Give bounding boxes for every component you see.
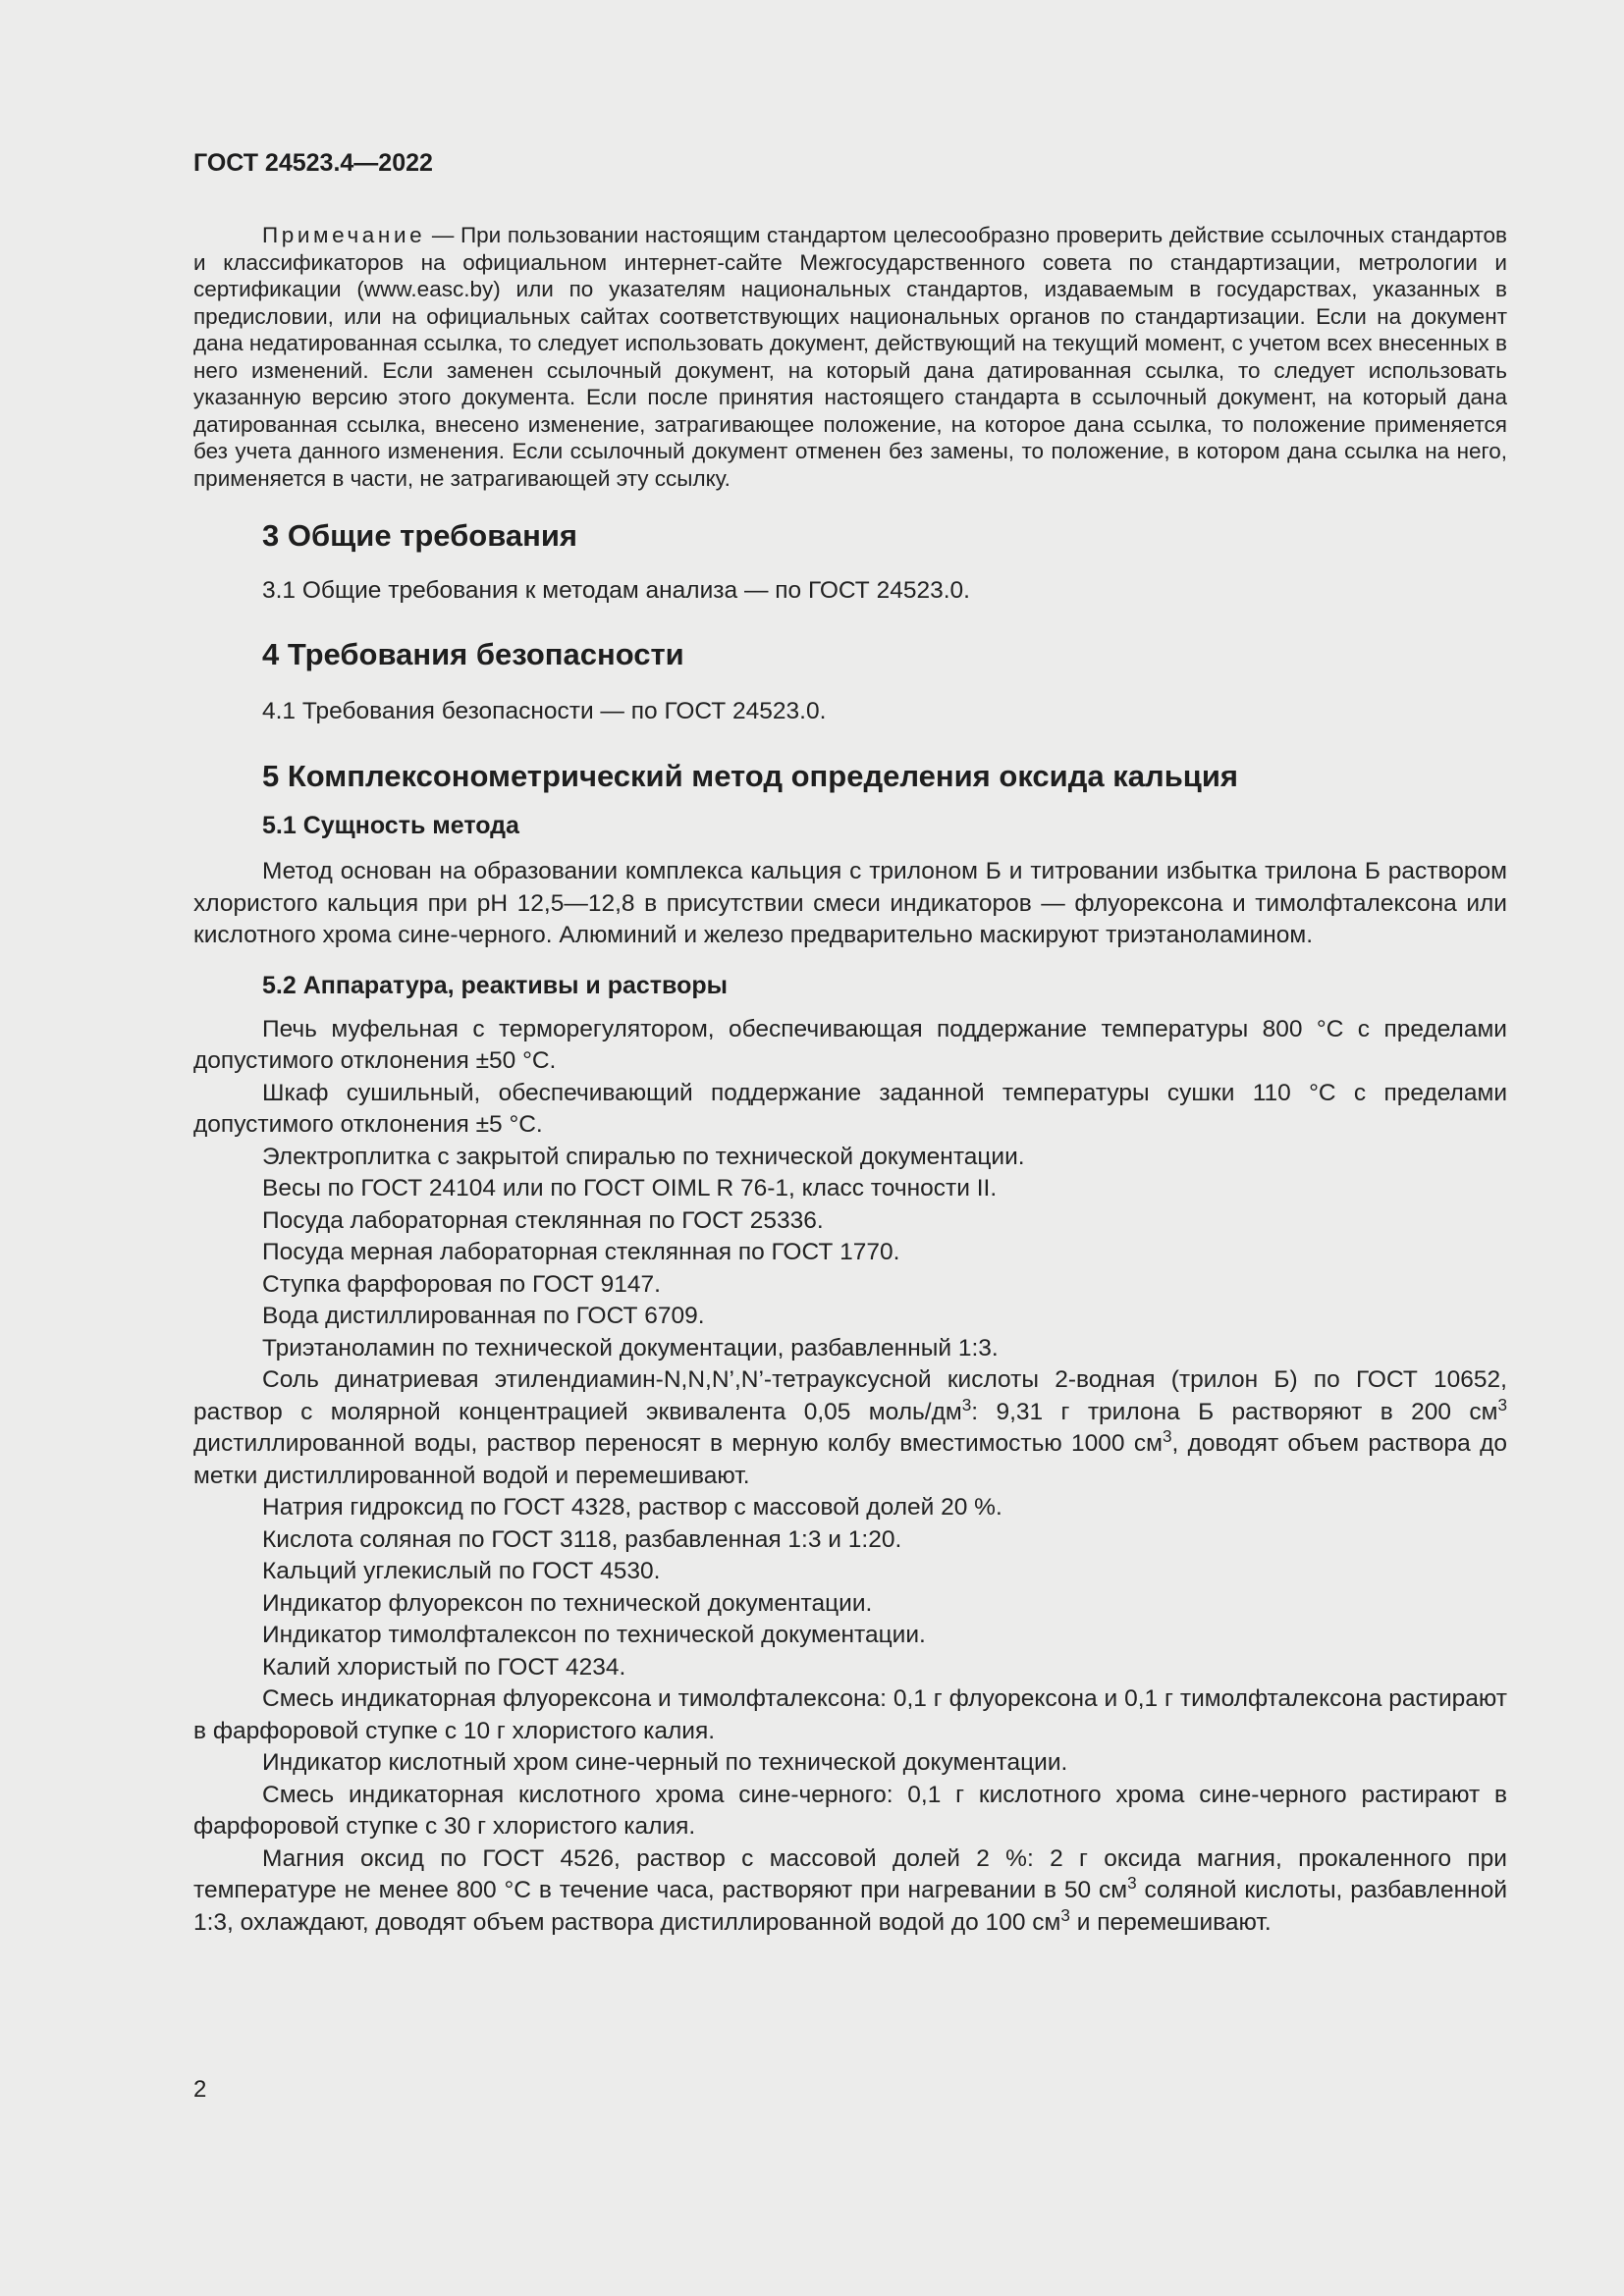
note-text: — При пользовании настоящим стандартом целесообразно проверить действие ссылочных стандартов и классификаторов на официальном интернет-сайте Межгосударственного совета по стандартизации, метрологии и сертификации (www.easc.by) или по указателям национальных стандартов, издаваемым в государствах, указанных в предисловии, или на официальных сайтах соответствующих национальных органов по стандартизации. Если на документ дана недатированная ссылка, то следует использовать документ, действующий на текущий момент, с учетом всех внесенных в него изменений. Если заменен ссылочный документ, на который дана датированная ссылка, то следует использовать указанную версию этого документа. Если после принятия настоящего стандарта в ссылочный документ, на который дана датированная ссылка, внесено изменение, затрагивающее положение, на которое дана ссылка, то положение применяется без учета данного изменения. Если ссылочный документ отменен без замены, то положение, в котором дана ссылка на него, применяется в части, не затрагивающей эту ссылку.: [193, 223, 1507, 491]
section-5-title: 5 Комплексонометрический метод определения оксида кальция: [262, 759, 1238, 793]
superscript: 3: [1060, 1904, 1070, 1925]
magnesium-text-a: Магния оксид по ГОСТ 4526, раствор с массовой долей 2 %: 2 г оксида магния, прокаленного при температуре не менее 800 °С в течение часа, растворяют при нагревании в 50 см: [193, 1844, 1507, 1903]
list-item: Смесь индикаторная кислотного хрома сине-черного: 0,1 г кислотного хрома сине-черного растирают в фарфоровой ступке с 30 г хлористого калия.: [193, 1781, 1507, 1840]
superscript: 3: [961, 1394, 972, 1415]
trilon-text-d: , доводят объем раствора до метки дистиллированной водой и перемешивают.: [193, 1430, 1508, 1489]
reference-note: [193, 222, 1507, 492]
trilon-item: [193, 1364, 1507, 1492]
list-item: Весы по ГОСТ 24104 или по ГОСТ OIML R 76-1, класс точности II.: [262, 1175, 998, 1201]
section-4-title: 4 Требования безопасности: [262, 636, 684, 671]
list-item: Шкаф сушильный, обеспечивающий поддержание заданной температуры сушки 110 °С с пределами допустимого отклонения ±5 °С.: [193, 1079, 1507, 1138]
superscript: 3: [1162, 1426, 1172, 1446]
trilon-text-c: дистиллированной воды, раствор переносят в мерную колбу вместимостью 1000 см: [193, 1430, 1163, 1457]
section-4-1: 4.1 Требования безопасности — по ГОСТ 24523.0.: [262, 697, 827, 724]
section-5-1-title: 5.1 Сущность метода: [262, 812, 519, 839]
list-item: Индикатор кислотный хром сине-черный по технической документации.: [262, 1749, 1068, 1776]
list-item: Триэтаноламин по технической документации, разбавленный 1:3.: [262, 1334, 999, 1362]
list-item: Натрия гидроксид по ГОСТ 4328, раствор с массовой долей 20 %.: [262, 1494, 1002, 1521]
page-number: 2: [193, 2076, 207, 2103]
list-item: Калий хлористый по ГОСТ 4234.: [262, 1653, 626, 1681]
list-item: Вода дистиллированная по ГОСТ 6709.: [262, 1303, 705, 1329]
list-item: Смесь индикаторная флуорексона и тимолфталексона: 0,1 г флуорексона и 0,1 г тимолфталексона растирают в фарфоровой ступке с 10 г хлористого калия.: [193, 1685, 1507, 1744]
document-header: ГОСТ 24523.4—2022: [193, 149, 433, 177]
list-item: Индикатор тимолфталексон по технической документации.: [262, 1622, 926, 1648]
magnesium-item: [193, 1843, 1507, 1940]
trilon-text-b: : 9,31 г трилона Б растворяют в 200 см: [971, 1398, 1498, 1425]
superscript: 3: [1497, 1394, 1507, 1415]
section-5-2-title: 5.2 Аппаратура, реактивы и растворы: [262, 971, 728, 999]
section-5-1-text: Метод основан на образовании комплекса кальция с трилоном Б и титровании избытка трилона Б раствором хлористого кальция при pH 12,5—12,8 в присутствии смеси индикаторов — флуорексона и тимолфталексона или кислотного хрома сине-черного. Алюминий и железо предварительно маскируют триэтаноламином.: [193, 858, 1507, 948]
list-item: Кальций углекислый по ГОСТ 4530.: [262, 1558, 661, 1584]
list-item: Индикатор флуорексон по технической документации.: [262, 1589, 873, 1617]
page-content: [193, 222, 1507, 1939]
superscript: 3: [1127, 1873, 1137, 1893]
list-item: Кислота соляная по ГОСТ 3118, разбавленная 1:3 и 1:20.: [262, 1525, 902, 1553]
list-item: Электроплитка с закрытой спиралью по технической документации.: [262, 1143, 1025, 1170]
list-item: Печь муфельная с терморегулятором, обеспечивающая поддержание температуры 800 °С с пределами допустимого отклонения ±50 °С.: [193, 1015, 1507, 1074]
note-label: Примечание: [262, 223, 426, 247]
list-item: Ступка фарфоровая по ГОСТ 9147.: [262, 1270, 661, 1298]
section-3-1: 3.1 Общие требования к методам анализа — по ГОСТ 24523.0.: [262, 577, 970, 604]
magnesium-text-b: соляной кислоты, разбавленной 1:3, охлаждают, доводят объем раствора дистиллированной водой до 100 см: [193, 1877, 1507, 1936]
section-3-title: 3 Общие требования: [262, 518, 577, 553]
magnesium-text-c: и перемешивают.: [1069, 1908, 1272, 1936]
list-item: Посуда лабораторная стеклянная по ГОСТ 25336.: [262, 1206, 824, 1234]
list-item: Посуда мерная лабораторная стеклянная по ГОСТ 1770.: [262, 1239, 900, 1265]
trilon-text-a: Соль динатриевая этилендиамин-N,N,N’,N’-тетрауксусной кислоты 2-водная (трилон Б) по ГОСТ 10652, раствор с молярной концентрацией эквивалента 0,05 моль/дм: [193, 1366, 1507, 1425]
apparatus-list: [193, 1014, 1507, 1940]
